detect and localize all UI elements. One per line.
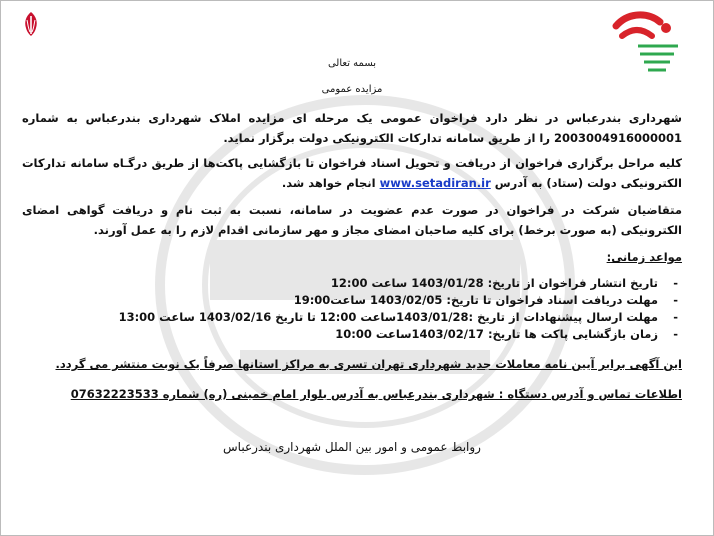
- schedule-item-publish: - تاریخ انتشار فراخوان از تاریخ: 1403/01/28 ساعت 12:00: [22, 275, 682, 292]
- schedule-item-submission: - مهلت ارسال پیشنهادات از تاریخ :1403/01/28ساعت 12:00 تا تاریخ 1403/02/16 ساعت 13:00: [22, 309, 682, 326]
- subject-heading: مزایده عمومی: [321, 84, 383, 95]
- regulation-note: این آگهی برابر آیین نامه معاملات جدید شهرداری تهران تسری به مراکز استانها صرفاً یک نوبت منتشر می گردد.: [55, 357, 682, 371]
- registration-paragraph: متقاضیان شرکت در فراخوان در صورت عدم عضویت در سامانه، نسبت به ثبت نام و دریافت گواهی امضای الکترونیکی (به صورت برخط) برای کلیه صاحبان امضای مجاز و مهر سازمانی اقدام لازم را به عمل آورند.: [22, 203, 682, 237]
- schedule-item-documents: - مهلت دریافت اسناد فراخوان تا تاریخ: 1403/02/05 ساعت19:00: [22, 292, 682, 309]
- schedule-item-opening: - زمان بازگشایی پاکت ها تاریخ: 1403/02/17ساعت 10:00: [22, 326, 682, 343]
- procedure-paragraph: [22, 153, 682, 193]
- procedure-text: کلیه مراحل برگزاری فراخوان از دریافت و تحویل اسناد فراخوان تا بازگشایی پاکت‌ها از طریق درگـاه سامانه تدارکات الکترونیکی دولت (ستاد) به آدرس: [22, 156, 682, 190]
- setadiran-link[interactable]: www.setadiran.ir: [379, 176, 491, 190]
- bismillah-heading: بسمه تعالی: [327, 58, 377, 69]
- schedule-list: [22, 275, 682, 343]
- procedure-suffix: انجام خواهد شد.: [281, 176, 376, 190]
- contact-info: اطلاعات تماس و آدرس دستگاه : شهرداری بندرعباس به آدرس بلوار امام خمینی (ره) شماره 07632223533: [70, 387, 682, 401]
- iran-emblem-icon: [20, 10, 42, 38]
- signature-line: روابط عمومی و امور بین الملل شهرداری بندرعباس: [223, 440, 481, 454]
- schedule-title: مواعد زمانی:: [606, 250, 682, 264]
- intro-paragraph: شهرداری بندرعباس در نظر دارد فراخوان عمومی یک مرحله ای مزایده املاک شهرداری بندرعباس به شماره 2003004916000001 را از طریق سامانه تدارکات الکترونیکی دولت برگزار نماید.: [22, 111, 682, 145]
